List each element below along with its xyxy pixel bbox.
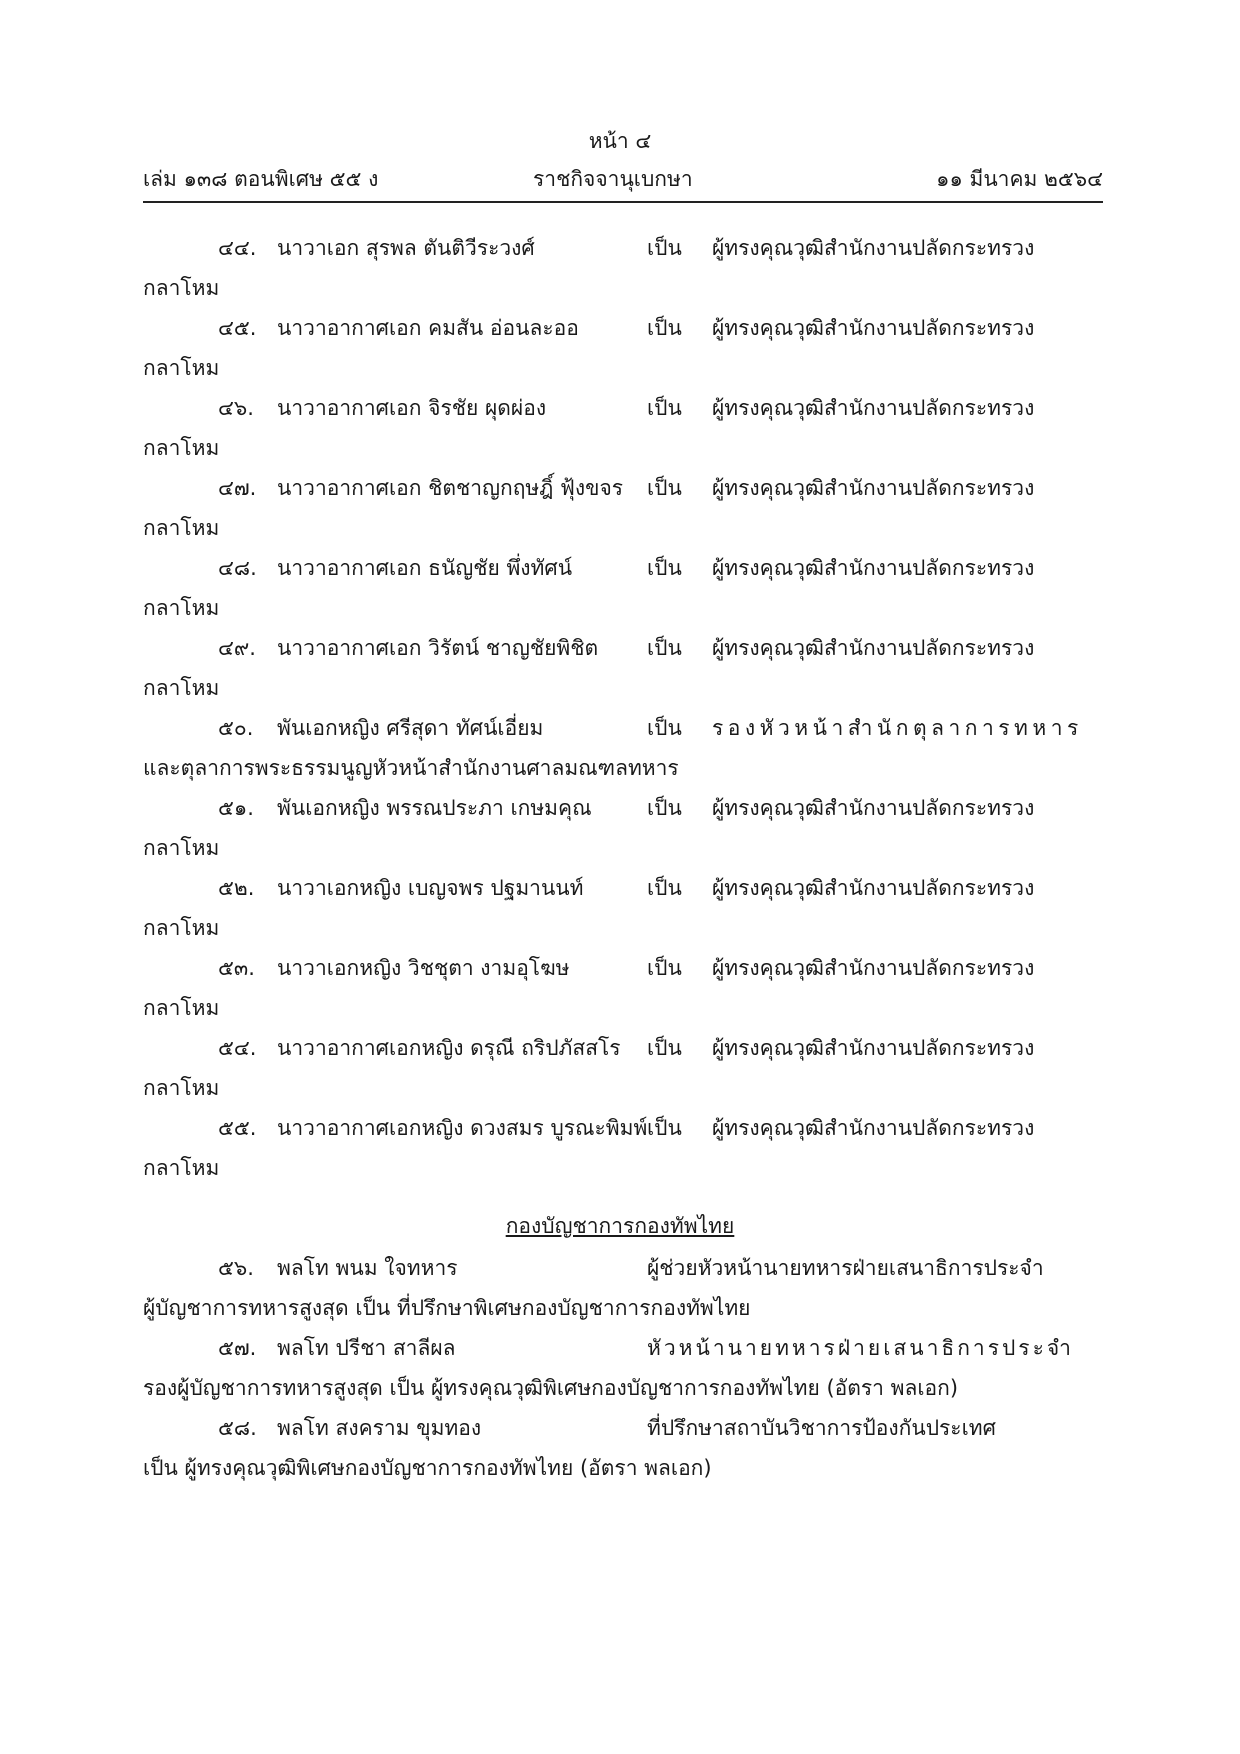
- appointee-name: พลโท พนม ใจทหาร: [277, 1256, 458, 1280]
- appointed-as: เป็น: [647, 1036, 682, 1060]
- appointee-name: พลโท ปรีชา สาลีผล: [277, 1336, 456, 1360]
- header-divider: [143, 201, 1103, 203]
- new-position: ผู้ทรงคุณวุฒิสำนักงานปลัดกระทรวง: [712, 236, 1035, 260]
- position-continuation: รองผู้บัญชาการทหารสูงสุด เป็น ผู้ทรงคุณวุฒิพิเศษกองบัญชาการกองทัพไทย (อัตรา พลเอก): [143, 1376, 959, 1400]
- entry-number: ๔๖.: [218, 396, 254, 420]
- entry-number: ๔๘.: [218, 556, 257, 580]
- new-position: รองหัวหน้าสำนักตุลาการทหาร: [712, 716, 1083, 740]
- position-continuation: และตุลาการพระธรรมนูญหัวหน้าสำนักงานศาลมณฑลทหาร: [143, 756, 679, 780]
- new-position: ผู้ทรงคุณวุฒิสำนักงานปลัดกระทรวง: [712, 956, 1035, 980]
- appointment-entry: [143, 548, 1103, 628]
- appointment-entry: [143, 1328, 1103, 1408]
- appointee-name: นาวาอากาศเอก ธนัญชัย พึ่งทัศน์: [277, 556, 573, 580]
- appointee-name: นาวาเอกหญิง วิชชุตา งามอุโฆษ: [277, 956, 570, 980]
- position-continuation: กลาโหม: [143, 836, 220, 860]
- running-header: [143, 164, 1103, 200]
- current-position: ที่ปรึกษาสถาบันวิชาการป้องกันประเทศ: [647, 1416, 996, 1440]
- appointment-entry: [143, 948, 1103, 1028]
- position-continuation: กลาโหม: [143, 596, 220, 620]
- appointed-as: เป็น: [647, 716, 682, 740]
- appointed-as: เป็น: [647, 876, 682, 900]
- appointed-as: เป็น: [647, 796, 682, 820]
- appointee-name: พลโท สงคราม ขุมทอง: [277, 1416, 482, 1440]
- new-position: ผู้ทรงคุณวุฒิสำนักงานปลัดกระทรวง: [712, 1116, 1035, 1140]
- new-position: ผู้ทรงคุณวุฒิสำนักงานปลัดกระทรวง: [712, 556, 1035, 580]
- position-continuation: กลาโหม: [143, 356, 220, 380]
- entry-number: ๕๕.: [218, 1116, 257, 1140]
- appointed-as: เป็น: [647, 556, 682, 580]
- volume-issue: เล่ม ๑๓๘ ตอนพิเศษ ๕๕ ง: [143, 167, 379, 191]
- new-position: ผู้ทรงคุณวุฒิสำนักงานปลัดกระทรวง: [712, 316, 1035, 340]
- appointee-name: นาวาเอก สุรพล ตันติวีระวงศ์: [277, 236, 535, 260]
- appointment-entry: [143, 1028, 1103, 1108]
- position-continuation: กลาโหม: [143, 1156, 220, 1180]
- appointee-name: นาวาอากาศเอก วิรัตน์ ชาญชัยพิชิต: [277, 636, 599, 660]
- position-continuation: กลาโหม: [143, 916, 220, 940]
- appointment-entry: [143, 228, 1103, 308]
- entry-number: ๕๓.: [218, 956, 255, 980]
- new-position: ผู้ทรงคุณวุฒิสำนักงานปลัดกระทรวง: [712, 876, 1035, 900]
- appointment-entry: [143, 388, 1103, 468]
- new-position: ผู้ทรงคุณวุฒิสำนักงานปลัดกระทรวง: [712, 1036, 1035, 1060]
- new-position: ผู้ทรงคุณวุฒิสำนักงานปลัดกระทรวง: [712, 636, 1035, 660]
- appointed-as: เป็น: [647, 396, 682, 420]
- entry-number: ๕๑.: [218, 796, 254, 820]
- entry-number: ๕๔.: [218, 1036, 257, 1060]
- publication-title: ราชกิจจานุเบกษา: [533, 167, 693, 191]
- entry-number: ๕๒.: [218, 876, 255, 900]
- current-position: ผู้ช่วยหัวหน้านายทหารฝ่ายเสนาธิการประจำ: [647, 1256, 1044, 1280]
- appointee-name: นาวาอากาศเอก ชิตชาญกฤษฎิ์ ฟุ้งขจร: [277, 476, 624, 500]
- page-number: หน้า ๔: [588, 129, 652, 153]
- new-position: ผู้ทรงคุณวุฒิสำนักงานปลัดกระทรวง: [712, 476, 1035, 500]
- appointment-entry: [143, 1408, 1103, 1488]
- appointed-as: เป็น: [647, 636, 682, 660]
- appointee-name: นาวาอากาศเอก คมสัน อ่อนละออ: [277, 316, 579, 340]
- new-position: ผู้ทรงคุณวุฒิสำนักงานปลัดกระทรวง: [712, 796, 1035, 820]
- appointed-as: เป็น: [647, 1116, 682, 1140]
- appointed-as: เป็น: [647, 316, 682, 340]
- entry-number: ๔๗.: [218, 476, 257, 500]
- position-continuation: กลาโหม: [143, 276, 220, 300]
- position-continuation: เป็น ผู้ทรงคุณวุฒิพิเศษกองบัญชาการกองทัพไทย (อัตรา พลเอก): [143, 1456, 712, 1480]
- position-continuation: ผู้บัญชาการทหารสูงสุด เป็น ที่ปรึกษาพิเศษกองบัญชาการกองทัพไทย: [143, 1296, 751, 1320]
- publication-date: ๑๑ มีนาคม ๒๕๖๔: [936, 167, 1103, 191]
- appointee-name: นาวาอากาศเอกหญิง ดวงสมร บูรณะพิมพ์: [277, 1116, 648, 1140]
- appointed-as: เป็น: [647, 476, 682, 500]
- appointment-entry: [143, 628, 1103, 708]
- appointee-name: พันเอกหญิง ศรีสุดา ทัศน์เอี่ยม: [277, 716, 544, 740]
- appointee-name: นาวาเอกหญิง เบญจพร ปฐมานนท์: [277, 876, 584, 900]
- position-continuation: กลาโหม: [143, 676, 220, 700]
- new-position: ผู้ทรงคุณวุฒิสำนักงานปลัดกระทรวง: [712, 396, 1035, 420]
- entry-number: ๔๕.: [218, 316, 257, 340]
- entry-number: ๔๙.: [218, 636, 256, 660]
- appointment-entry: [143, 708, 1103, 788]
- appointment-entry: [143, 1108, 1103, 1188]
- position-continuation: กลาโหม: [143, 996, 220, 1020]
- appointee-name: นาวาอากาศเอกหญิง ดรุณี ถริปภัสสโร: [277, 1036, 621, 1060]
- appointee-name: พันเอกหญิง พรรณประภา เกษมคุณ: [277, 796, 592, 820]
- entry-number: ๕๖.: [218, 1256, 254, 1280]
- position-continuation: กลาโหม: [143, 1076, 220, 1100]
- section-heading: กองบัญชาการกองทัพไทย: [505, 1214, 735, 1238]
- appointment-entry: [143, 308, 1103, 388]
- entry-number: ๕๘.: [218, 1416, 257, 1440]
- entry-number: ๕๗.: [218, 1336, 257, 1360]
- appointment-entry: [143, 788, 1103, 868]
- appointee-name: นาวาอากาศเอก จิรชัย ผุดผ่อง: [277, 396, 547, 420]
- position-continuation: กลาโหม: [143, 436, 220, 460]
- appointment-entry: [143, 868, 1103, 948]
- appointment-entry: [143, 468, 1103, 548]
- position-continuation: กลาโหม: [143, 516, 220, 540]
- entry-number: ๔๔.: [218, 236, 257, 260]
- appointment-entry: [143, 1248, 1103, 1328]
- current-position: หัวหน้านายทหารฝ่ายเสนาธิการประจำ: [647, 1336, 1074, 1360]
- entry-number: ๕๐.: [218, 716, 254, 740]
- appointed-as: เป็น: [647, 956, 682, 980]
- appointed-as: เป็น: [647, 236, 682, 260]
